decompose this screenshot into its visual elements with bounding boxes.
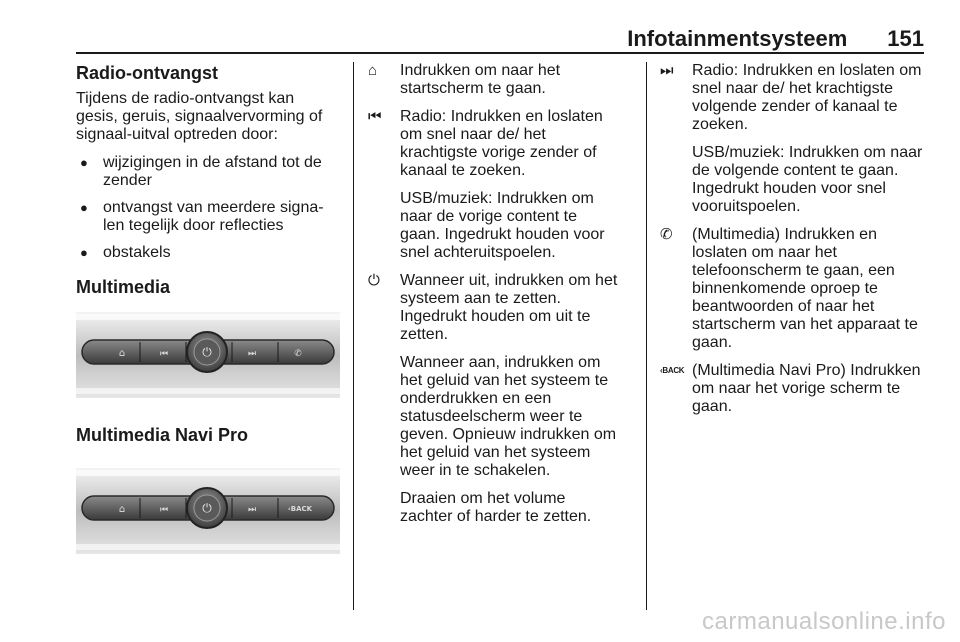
entry-paragraph: Wanneer uit, indrukken om het systeem aan te zetten. Ingedrukt houden om uit te zetten. (400, 272, 618, 343)
svg-text:‹BACK: ‹BACK (287, 505, 313, 513)
entry-prev-track (368, 108, 618, 262)
entry-next-track (660, 62, 928, 216)
entry-paragraph: Radio: Indrukken en loslaten om snel naar de/ het krachtigste volgende zender of kanaal te zoeken. (692, 62, 922, 133)
header-rule (76, 52, 924, 54)
column-middle (368, 62, 618, 536)
heading-navi-pro: Multimedia Navi Pro (76, 425, 249, 445)
bullet-item: ● ontvangst van meerdere signa-len tegelijk door reflecties (76, 199, 340, 235)
svg-text:⌂: ⌂ (118, 504, 126, 515)
entry-paragraph: Indrukken om naar het startscherm te gaan. (400, 62, 561, 97)
home-icon: ⌂ (368, 62, 378, 79)
entry-paragraph: (Multimedia Navi Pro) Indrukken om naar het vorige scherm te gaan. (692, 362, 921, 415)
svg-text:⏻: ⏻ (202, 345, 212, 359)
entry-paragraph: (Multimedia) Indrukken en loslaten om naar het telefoonscherm te gaan, een binnenkomende oproep te beantwoorden of naar het startscherm van het apparaat te gaan. (692, 226, 918, 351)
entry-paragraph: Draaien om het volume zachter of harder te zetten. (400, 490, 592, 525)
bullet-item: ● obstakels (76, 244, 340, 262)
navi-pro-control-panel-image (76, 468, 340, 554)
page-header-title: Infotainmentsysteem (627, 26, 848, 51)
svg-text:✆: ✆ (294, 349, 302, 359)
svg-text:⏮: ⏮ (159, 349, 169, 359)
next-track-icon: ⏭ (660, 62, 674, 79)
phone-icon: ✆ (660, 226, 673, 243)
entry-phone (660, 226, 928, 352)
multimedia-control-panel-image (76, 312, 340, 398)
prev-track-icon: ⏮ (368, 108, 382, 125)
heading-radio: Radio-ontvangst (76, 63, 218, 83)
svg-text:⌂: ⌂ (118, 348, 126, 359)
svg-text:⏭: ⏭ (247, 505, 257, 515)
power-icon: ⏻ (368, 272, 380, 289)
entry-paragraph: USB/muziek: Indrukken om naar de vorige content te gaan. Ingedrukt houden voor snel achteruitspoelen. (400, 190, 605, 261)
svg-text:⏭: ⏭ (247, 349, 257, 359)
radio-bullets (76, 154, 340, 262)
entry-back (660, 362, 928, 416)
entry-home (368, 62, 618, 98)
back-icon: ‹BACK (660, 366, 685, 375)
radio-intro: Tijdens de radio-ontvangst kan gesis, geruis, signaalvervorming of signaal-uitval optreden door: (76, 90, 323, 143)
entry-paragraph: USB/muziek: Indrukken om naar de volgende content te gaan. Ingedrukt houden voor snel vooruitspoelen. (692, 144, 923, 215)
svg-text:⏮: ⏮ (159, 505, 169, 515)
entry-paragraph: Wanneer aan, indrukken om het geluid van het systeem te onderdrukken en een statusdeelscherm weer te geven. Opnieuw indrukken om het geluid van het systeem weer in te schakelen. (400, 354, 617, 479)
entry-paragraph: Radio: Indrukken en loslaten om snel naar de/ het krachtigste vorige zender of kanaal te zoeken. (400, 108, 603, 179)
watermark: carmanualsonline.info (702, 608, 946, 635)
column-right (660, 62, 928, 426)
page-number: 151 (887, 26, 924, 51)
entry-power (368, 272, 618, 526)
page-header (627, 26, 924, 52)
svg-text:⏻: ⏻ (202, 501, 212, 515)
bullet-item: ● wijzigingen in de afstand tot de zender (76, 154, 340, 190)
column-divider-left (353, 62, 354, 610)
heading-multimedia: Multimedia (76, 277, 171, 297)
column-left (76, 62, 340, 554)
column-divider-right (646, 62, 647, 610)
